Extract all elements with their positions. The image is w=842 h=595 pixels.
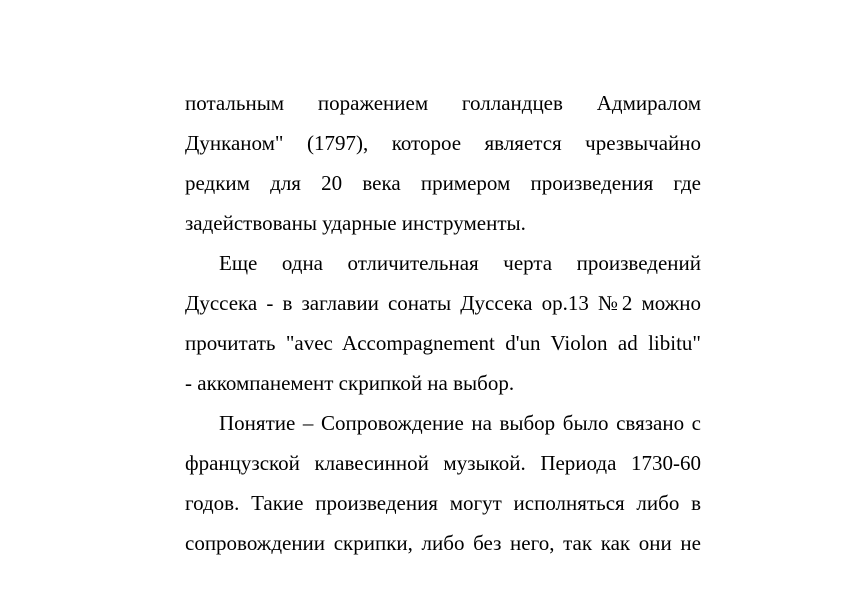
text-line: Дунканом" (1797), которое является чрезвычайно: [185, 131, 701, 155]
text-line: сопровождении скрипки, либо без него, так как они не: [185, 531, 701, 555]
text-line: Дуссека - в заглавии сонаты Дуссека op.13 №2 можно: [185, 291, 701, 315]
paragraph: [185, 243, 701, 403]
text-line: - аккомпанемент скрипкой на выбор.: [185, 371, 515, 395]
text-line: потальным поражением голландцев Адмиралом: [185, 91, 701, 115]
text-line: годов. Такие произведения могут исполняться либо в: [185, 491, 701, 515]
text-line: редким для 20 века примером произведения где: [185, 171, 701, 195]
text-line: французской клавесинной музыкой. Периода 1730-60: [185, 451, 701, 475]
text-line: Еще одна отличительная черта произведений: [219, 251, 701, 275]
body-text: [185, 83, 701, 563]
paragraph: [185, 403, 701, 563]
paragraph: [185, 83, 701, 243]
text-line: задействованы ударные инструменты.: [185, 211, 526, 235]
text-line: Понятие – Сопровождение на выбор было связано с: [219, 411, 701, 435]
text-line: прочитать "avec Accompagnement d'un Violon ad libitu": [185, 331, 701, 355]
